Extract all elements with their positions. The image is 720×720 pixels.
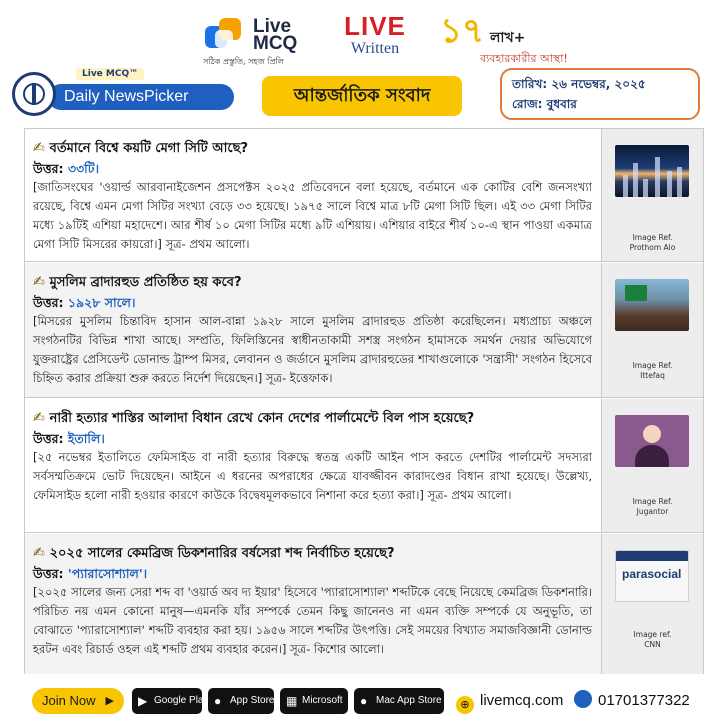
- answer: উত্তর: ইতালি।: [33, 431, 105, 446]
- question: ✍ মুসলিম ব্রাদারহুড প্রতিষ্ঠিত হয় কবে?: [33, 274, 242, 290]
- apple-icon: ●: [214, 694, 222, 708]
- description: [২৫ নভেম্বর ইতালিতে ফেমিসাইড বা নারী হত্যার বিরুদ্ধে স্বতন্ত্র একটি আইন পাস করতে দেশটির পার্লামেন্ট সদস্যরা সর্বসম্মতিক্রমে ভোট দিয়েছেন। আইনে এ ধরনের অপরাধের ক্ষেত্রে যাবজ্জীবন কারাদণ্ডের বিধান রাখা হয়েছে। উল্লেখ্য, ফেমিসাইড হলো নারী হওয়ার কারণে কাউকে বিদ্বেষমূলকভাবে নিশানা করে হত্যা করা।] সূত্র- প্রথম আলো।: [33, 450, 592, 502]
- users-count: ১৭: [440, 11, 485, 51]
- description: [মিসরের মুসলিম চিন্তাবিদ হাসান আল-বান্না ১৯২৮ সালে মুসলিম ব্রাদারহুড প্রতিষ্ঠা করেছিলেন। মধ্যপ্রাচ্য অঞ্চলে সংগঠনটির বিভিন্ন শাখা আছে। সম্প্রতি, ফিলিস্তিনের স্বাধীনতাকামী সশস্ত্র সংগঠন হামাসকে সমর্থন দেয়ার অভিযোগে যুক্তরাষ্ট্রের প্রেসিডেন্ট ডোনাল্ড ট্রাম্প মিসর, লেবানন ও জর্ডানে মুসলিম ব্রাদারহুডের শাখাগুলোকে 'সন্ত্রাসী' সংগঠন হিসেবে চিহ্নিত করার প্রক্রিয়া শুরু করতে নির্দেশ দিয়েছেন।] সূত্র- ইত্তেফাক।: [33, 314, 592, 385]
- pen-icon: ✍: [33, 545, 50, 561]
- written-label: Written: [350, 40, 400, 57]
- news-item: [25, 399, 703, 533]
- news-item: [25, 534, 703, 674]
- mega-city-image: [615, 145, 689, 197]
- thumb-word: parasocial: [622, 567, 682, 581]
- brand-name: Live MCQ: [253, 16, 298, 54]
- image-ref-panel: [601, 129, 703, 261]
- cambridge-dictionary-image: [615, 550, 689, 602]
- phone-link[interactable]: 01701377322: [574, 688, 690, 714]
- image-ref-panel: [601, 534, 703, 674]
- windows-icon: ▦: [286, 694, 298, 708]
- image-ref-source: Prothom Alo: [629, 243, 676, 252]
- livemcq-logo-icon: [205, 18, 247, 54]
- date-line: তারিখ: ২৬ নভেম্বর, ২০২৫: [512, 77, 646, 91]
- brand-tagline: সঠিক প্রস্তুতি, সহজ প্রিলি: [203, 57, 284, 66]
- answer: উত্তর: ৩৩টি।: [33, 161, 100, 176]
- users-caption: ব্যবহারকারীর আস্থা!: [480, 52, 568, 65]
- livemcq-logo[interactable]: [205, 16, 325, 64]
- apple-icon: ●: [360, 694, 368, 708]
- globe-icon: ⊕: [456, 696, 474, 714]
- google-play-button[interactable]: ▶ Google Play: [132, 688, 202, 714]
- image-ref-source: Ittefaq: [640, 371, 665, 380]
- news-item: [25, 263, 703, 398]
- pen-icon: ✍: [33, 410, 50, 426]
- protest-image: [615, 279, 689, 331]
- day-line: রোজ: বুধবার: [512, 97, 577, 111]
- join-now-button[interactable]: Join Now ▶: [32, 688, 124, 714]
- image-ref-label: Image Ref.: [632, 497, 673, 506]
- image-ref-label: Image Ref.: [632, 233, 673, 242]
- website-link[interactable]: ⊕ livemcq.com: [456, 688, 563, 714]
- users-unit: লাখ+: [490, 30, 526, 46]
- justice-illustration-image: [615, 415, 689, 467]
- daily-newspicker-title: Daily NewsPicker: [48, 84, 234, 110]
- image-ref-label: Image ref.: [633, 630, 672, 639]
- mac-app-store-button[interactable]: ● Mac App Store: [354, 688, 444, 714]
- daily-badge-label: Live MCQ™: [76, 68, 144, 80]
- header: [0, 0, 720, 128]
- daily-newspicker-badge: [12, 69, 232, 116]
- image-ref-source: Jugantor: [636, 507, 669, 516]
- answer: উত্তর: 'প্যারাসোশ্যাল'।: [33, 566, 148, 581]
- live-label: LIVE: [344, 11, 406, 41]
- users-trust-badge: [440, 11, 580, 70]
- app-store-button[interactable]: ● App Store: [208, 688, 274, 714]
- question: ✍ নারী হত্যার শাস্তির আলাদা বিধান রেখে কোন দেশের পার্লামেন্টে বিল পাস হয়েছে?: [33, 410, 475, 426]
- section-title: আন্তর্জাতিক সংবাদ: [262, 76, 462, 116]
- live-written-logo[interactable]: [340, 12, 410, 68]
- image-ref-panel: [601, 263, 703, 397]
- description: [২০২৫ সালের জন্য সেরা শব্দ বা 'ওয়ার্ড অব দ্য ইয়ার' হিসেবে 'প্যারাসোশ্যাল' শব্দটিকে বেছে নিয়েছে কেমব্রিজ ডিকশনারি। পরিচিত নয় এমন কোনো মানুষ—এমনকি যাঁর সম্পর্কে তেমন কিছু জানেনও না এমন ব্যক্তি সম্পর্কে যে অনুভূতি, তা বোঝাতে 'প্যারাসোশ্যাল' শব্দটি ব্যবহার করা হয়। ১৯৫৬ সালে শব্দটির উৎপত্তি। সেই সময়ের বিখ্যাত সমাজবিজ্ঞানী ডোনাল্ড হরটন এবং রিচার্ড ওহল এই শব্দটি প্রথম ব্যবহার করেন।] সূত্র- কিশোর আলো।: [33, 585, 592, 656]
- question: ✍ ২০২৫ সালের কেমব্রিজ ডিকশনারির বর্ষসেরা শব্দ নির্বাচিত হয়েছে?: [33, 545, 395, 561]
- answer: উত্তর: ১৯২৮ সালে।: [33, 295, 136, 310]
- footer: [0, 680, 720, 720]
- question: ✍ বর্তমানে বিশ্বে কয়টি মেগা সিটি আছে?: [33, 140, 249, 156]
- news-item: [25, 129, 703, 262]
- image-ref-source: CNN: [644, 640, 661, 649]
- description: [জাতিসংঘের 'ওয়ার্ল্ড আরবানাইজেশন প্রসপেক্টস ২০২৫ প্রতিবেদনে বলা হয়েছে, বর্তমানে এক কোটির বেশি জনসংখ্যা রয়েছে, বিশ্বে এমন মেগা সিটির সংখ্যা বেড়ে ৩৩ হয়েছে। ১৯৭৫ সালে বিশ্বে মাত্র ৮টি মেগা সিটি ছিল। এই ৩৩ মেগা সিটির মধ্যে ১৯টিই এশিয়া মহাদেশে। আর শীর্ষ ১০ মেগা সিটির মধ্যে ৯টি এশিয়ায়। এশিয়ার বাইরে শীর্ষ ১০-এ স্থান পাওয়া একমাত্র মেগা সিটি মিসরের কায়রো।] সূত্র- প্রথম আলো।: [33, 180, 592, 251]
- image-ref-panel: [601, 399, 703, 532]
- phone-icon: [574, 690, 592, 708]
- google-play-icon: ▶: [138, 694, 148, 708]
- play-arrow-icon: ▶: [105, 695, 114, 707]
- globe-icon: [12, 72, 56, 116]
- pen-icon: ✍: [33, 274, 50, 290]
- image-ref-label: Image Ref.: [632, 361, 673, 370]
- date-box: [500, 68, 700, 120]
- pen-icon: ✍: [33, 140, 50, 156]
- news-list: [24, 128, 704, 674]
- microsoft-store-button[interactable]: ▦ Microsoft: [280, 688, 348, 714]
